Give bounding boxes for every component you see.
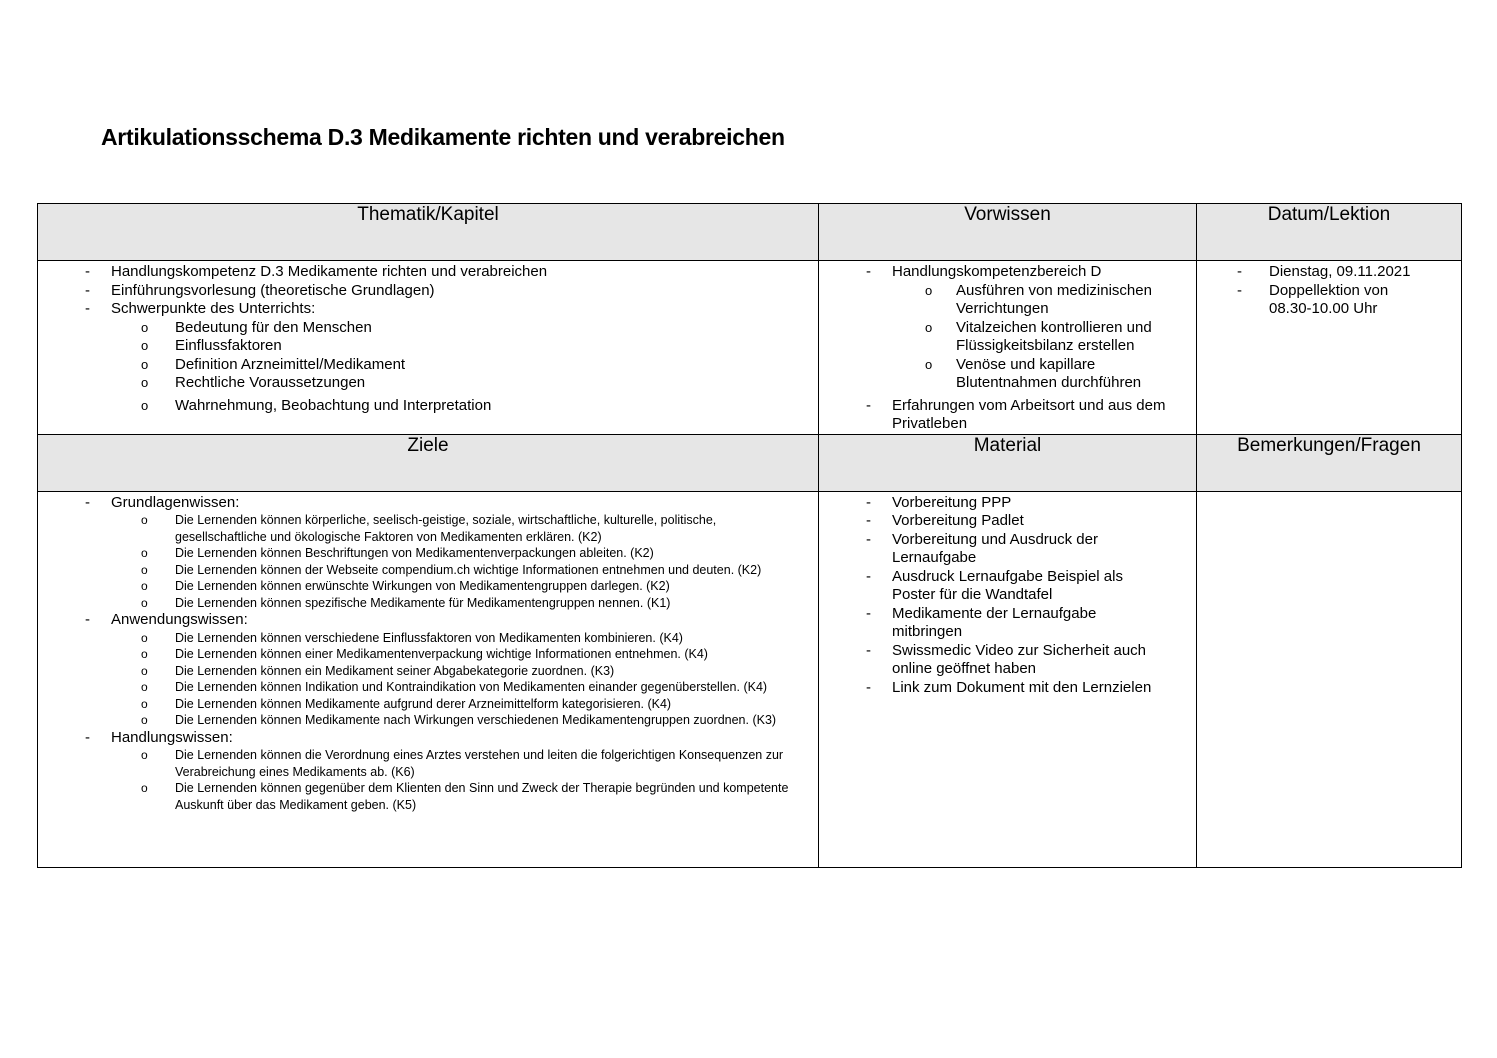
document-title: Artikulationsschema D.3 Medikamente richten und verabreichen	[101, 124, 785, 150]
circle-bullet-icon: o	[141, 397, 149, 413]
circle-bullet-icon: o	[141, 375, 149, 390]
ziele-group-handlung: - Handlungswissen:	[85, 728, 233, 746]
header-vorwissen: Vorwissen	[819, 204, 1197, 261]
list-item: o Die Lernenden können spezifische Medikamente für Medikamentengruppen nennen. (K1)	[141, 595, 671, 610]
dash-bullet-icon: -	[85, 493, 90, 511]
list-item: - Swissmedic Video zur Sicherheit auch online geöffnet haben	[866, 641, 1147, 677]
circle-bullet-icon: o	[141, 630, 148, 645]
datum-list	[1197, 261, 1461, 319]
list-item: - Einführungsvorlesung (theoretische Grundlagen)	[85, 281, 435, 299]
circle-bullet-icon: o	[141, 338, 149, 353]
header-ziele: Ziele	[38, 434, 819, 491]
datum-cell	[1197, 261, 1462, 435]
dash-bullet-icon: -	[85, 263, 90, 280]
list-item: o Die Lernenden können Medikamente nach Wirkungen verschiedenen Medikamentengruppen zuordnen. (K3)	[141, 713, 777, 727]
dash-bullet-icon: -	[85, 281, 90, 299]
ziele-cell	[38, 491, 819, 867]
dash-bullet-icon: -	[866, 263, 871, 280]
ziele-group-anwendung: - Anwendungswissen:	[85, 611, 248, 628]
list-item: - Handlungskompetenz D.3 Medikamente richten und verabreichen	[85, 263, 548, 280]
list-item: - Erfahrungen vom Arbeitsort und aus dem Privatleben	[866, 396, 1166, 432]
list-item: o Einflussfaktoren	[141, 337, 282, 354]
circle-bullet-icon: o	[141, 356, 149, 372]
list-item: - Medikamente der Lernaufgabe mitbringen	[866, 604, 1097, 640]
dash-bullet-icon: -	[866, 530, 871, 548]
list-item: o Die Lernenden können Indikation und Kontraindikation von Medikamenten einander gegenüberstellen. (K4)	[141, 680, 768, 694]
list-item: o Definition Arzneimittel/Medikament	[141, 355, 406, 373]
list-item: o Ausführen von medizinischen Verrichtungen	[925, 281, 1152, 317]
circle-bullet-icon: o	[141, 680, 148, 694]
list-item: o Die Lernenden können einer Medikamentenverpackung wichtige Informationen entnehmen. (K4)	[141, 647, 708, 661]
circle-bullet-icon: o	[141, 546, 148, 560]
list-item: o Die Lernenden können gegenüber dem Klienten den Sinn und Zweck der Therapie begründen und kompetente Auskunft über das Medikament geben. (K5)	[141, 781, 789, 812]
list-item: o Bedeutung für den Menschen	[141, 318, 372, 336]
dash-bullet-icon: -	[866, 604, 871, 622]
vorwissen-cell	[819, 261, 1197, 435]
list-item: o Die Lernenden können verschiedene Einflussfaktoren von Medikamenten kombinieren. (K4)	[141, 630, 683, 645]
dash-bullet-icon: -	[866, 512, 871, 529]
circle-bullet-icon: o	[141, 579, 148, 593]
list-item: o Die Lernenden können erwünschte Wirkungen von Medikamentengruppen darlegen. (K2)	[141, 579, 670, 593]
circle-bullet-icon: o	[141, 562, 148, 577]
header-thematik: Thematik/Kapitel	[38, 204, 819, 261]
vorwissen-list	[819, 261, 1196, 434]
circle-bullet-icon: o	[141, 319, 149, 335]
list-item: - Vorbereitung und Ausdruck der Lernaufgabe	[866, 530, 1098, 566]
dash-bullet-icon: -	[85, 728, 90, 746]
dash-bullet-icon: -	[85, 300, 90, 317]
list-item: - Dienstag, 09.11.2021	[1237, 263, 1411, 280]
list-item: - Handlungskompetenzbereich D	[866, 263, 1102, 280]
thematik-list	[38, 261, 818, 415]
dash-bullet-icon: -	[1237, 263, 1242, 280]
list-item: - Vorbereitung PPP	[866, 493, 1012, 511]
dash-bullet-icon: -	[866, 493, 871, 511]
list-item: - Doppellektion von 08.30-10.00 Uhr	[1237, 281, 1389, 317]
circle-bullet-icon: o	[141, 595, 148, 610]
circle-bullet-icon: o	[141, 713, 148, 727]
header-datum: Datum/Lektion	[1197, 204, 1462, 261]
list-item: o Die Lernenden können der Webseite compendium.ch wichtige Informationen entnehmen und deuten. (K2)	[141, 562, 762, 577]
dash-bullet-icon: -	[866, 567, 871, 585]
list-item: - Vorbereitung Padlet	[866, 512, 1024, 529]
dash-bullet-icon: -	[85, 611, 90, 628]
circle-bullet-icon: o	[141, 663, 148, 678]
material-list	[819, 492, 1196, 698]
thematik-cell	[38, 261, 819, 435]
material-cell	[819, 491, 1197, 867]
list-item: o Die Lernenden können ein Medikament seiner Abgabekategorie zuordnen. (K3)	[141, 663, 615, 678]
list-item: o Vitalzeichen kontrollieren und Flüssigkeitsbilanz erstellen	[925, 318, 1152, 354]
content-row-1	[38, 261, 1462, 435]
articulation-table	[37, 203, 1462, 868]
list-item: o Die Lernenden können Medikamente aufgrund derer Arzneimittelform kategorisieren. (K4)	[141, 696, 672, 711]
list-item: - Ausdruck Lernaufgabe Beispiel als Poster für die Wandtafel	[866, 567, 1123, 603]
list-item: o Wahrnehmung, Beobachtung und Interpretation	[141, 396, 492, 414]
list-item: o Die Lernenden können die Verordnung eines Arztes verstehen und leiten die folgerichtigen Konsequenzen zur Verabreichung eines Medikaments ab. (K6)	[141, 748, 784, 779]
header-row-1	[38, 204, 1462, 261]
ziele-group-grundlagen: - Grundlagenwissen:	[85, 493, 240, 511]
circle-bullet-icon: o	[141, 748, 148, 762]
ziele-list	[38, 492, 818, 814]
content-row-2	[38, 491, 1462, 867]
circle-bullet-icon: o	[925, 282, 933, 298]
dash-bullet-icon: -	[866, 678, 871, 696]
dash-bullet-icon: -	[1237, 281, 1242, 299]
header-material: Material	[819, 434, 1197, 491]
circle-bullet-icon: o	[141, 513, 148, 527]
circle-bullet-icon: o	[925, 356, 933, 372]
circle-bullet-icon: o	[141, 647, 148, 661]
dash-bullet-icon: -	[866, 396, 871, 414]
bemerkungen-cell	[1197, 491, 1462, 867]
dash-bullet-icon: -	[866, 641, 871, 659]
list-item: o Venöse und kapillare Blutentnahmen durchführen	[925, 355, 1142, 391]
list-item: o Die Lernenden können körperliche, seelisch-geistige, soziale, wirtschaftliche, kulturelle, politische, gesellschaftliche und ökologische Faktoren von Medikamenten erklären. (K2)	[141, 513, 717, 544]
circle-bullet-icon: o	[141, 696, 148, 711]
list-item: o Rechtliche Voraussetzungen	[141, 374, 366, 391]
header-bemerkungen: Bemerkungen/Fragen	[1197, 434, 1462, 491]
list-item: - Schwerpunkte des Unterrichts:	[85, 300, 316, 317]
list-item: - Link zum Dokument mit den Lernzielen	[866, 678, 1152, 696]
circle-bullet-icon: o	[925, 319, 933, 335]
header-row-2	[38, 434, 1462, 491]
list-item: o Die Lernenden können Beschriftungen von Medikamentenverpackungen ableiten. (K2)	[141, 546, 654, 560]
circle-bullet-icon: o	[141, 781, 148, 795]
